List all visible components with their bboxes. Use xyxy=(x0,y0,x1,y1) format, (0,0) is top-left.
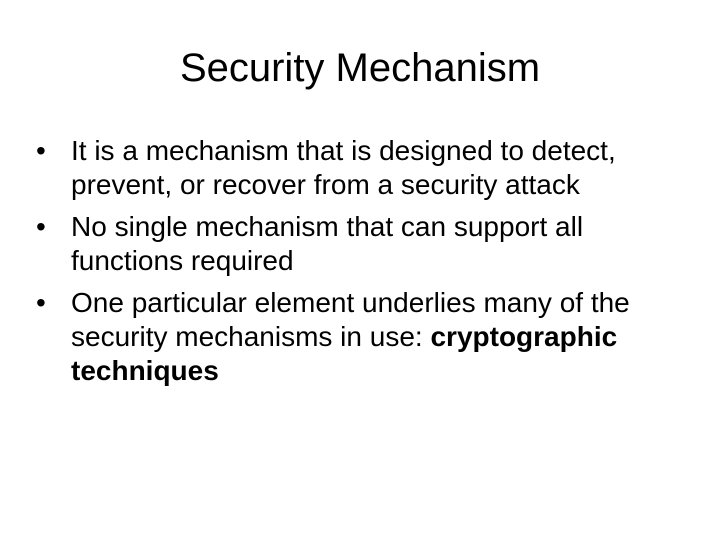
bullet-list xyxy=(36,134,686,396)
bullet-marker: • xyxy=(36,287,46,318)
bullet-marker: • xyxy=(36,211,46,242)
bullet-text: No single mechanism that can support all functions required xyxy=(71,211,584,276)
bullet-item-2 xyxy=(36,210,686,278)
bullet-emphasis: cryptographic techniques xyxy=(71,321,618,386)
slide-title: Security Mechanism xyxy=(179,46,541,90)
bullet-item-1 xyxy=(36,134,686,202)
bullet-item-3 xyxy=(36,286,686,388)
bullet-text: One particular element underlies many of the security mechanisms in use: xyxy=(71,287,630,352)
bullet-marker: • xyxy=(36,135,46,166)
bullet-text: It is a mechanism that is designed to detect, prevent, or recover from a security attack xyxy=(71,135,616,200)
